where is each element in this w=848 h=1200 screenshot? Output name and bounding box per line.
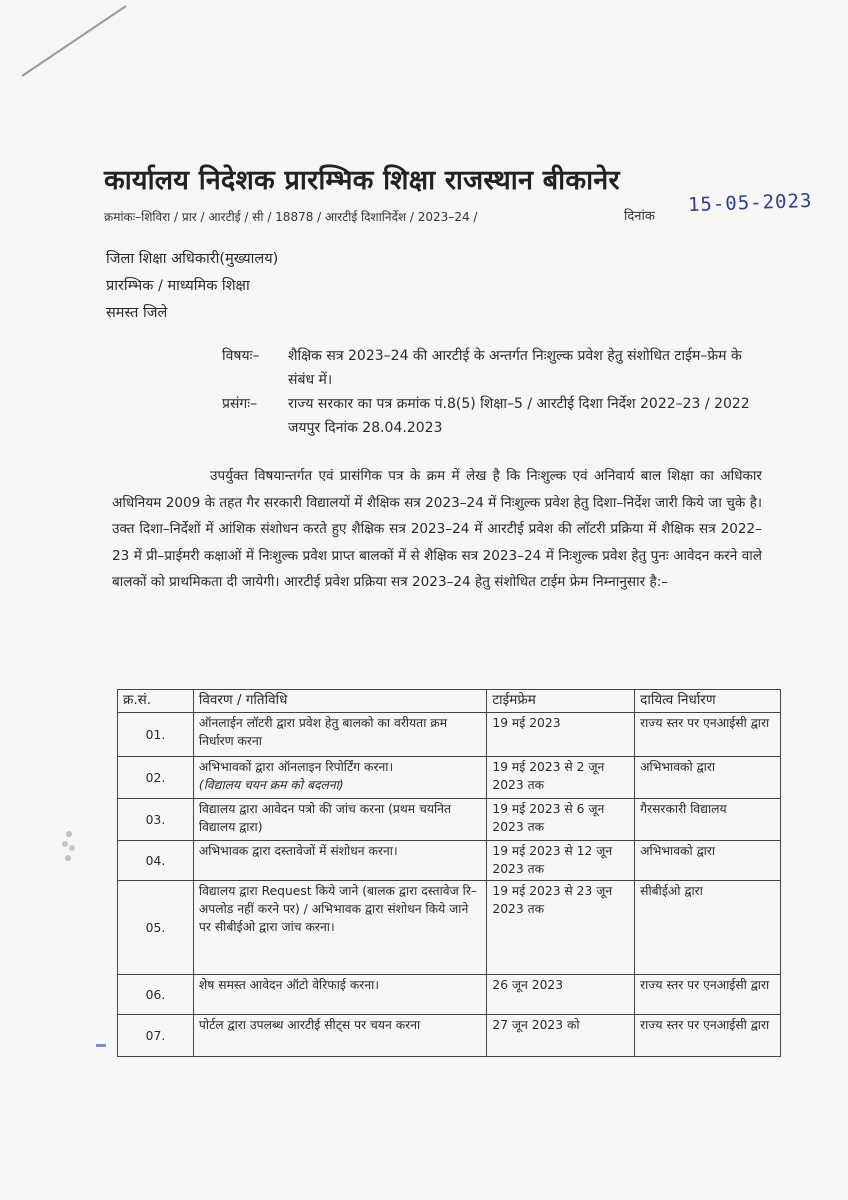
row-responsibility: राज्य स्तर पर एनआईसी द्वारा: [635, 1015, 781, 1057]
body-paragraph: उपर्युक्त विषयान्तर्गत एवं प्रासंगिक पत्र के क्रम में लेख है कि निःशुल्क एवं अनिवार्य बाल शिक्षा का अधिकार अधिनियम 2009 के तहत गैर सरकारी विद्यालयों में शैक्षिक सत्र 2023–24 में निःशुल्क प्रवेश हेतु दिशा–निर्देश जारी किये जा चुके है। उक्त दिशा–निर्देशों में आंशिक संशोधन करते हुए शैक्षिक सत्र 2023–24 में आरटीई प्रवेश की लॉटरी प्रक्रिया में शैक्षिक सत्र 2022–23 में प्री–प्राईमरी कक्षाओं में निःशुल्क प्रवेश प्राप्त बालकों में से शैक्षिक सत्र 2023–24 में निःशुल्क प्रवेश हेतु पुनः आवेदन करने वाले बालकों को प्राथमिकता दी जायेगी। आरटीई प्रवेश प्रक्रिया सत्र 2023–24 हेतु संशोधित टाईम फ्रेम निम्नानुसार है:–: [112, 468, 762, 590]
row-timeframe: 27 जून 2023 को: [487, 1015, 635, 1057]
folded-corner-mark: [0, 0, 130, 80]
row-timeframe: 19 मई 2023 से 2 जून 2023 तक: [487, 757, 635, 799]
row-serial: 05.: [118, 881, 194, 975]
row-responsibility: अभिभावको द्वारा: [635, 841, 781, 881]
row-timeframe: 19 मई 2023 से 12 जून 2023 तक: [487, 841, 635, 881]
address-line: प्रारम्भिक / माध्यमिक शिक्षा: [106, 278, 250, 294]
table-row: [118, 881, 781, 975]
row-timeframe: 19 मई 2023: [487, 713, 635, 757]
row-responsibility: राज्य स्तर पर एनआईसी द्वारा: [635, 975, 781, 1015]
row-serial: 03.: [118, 799, 194, 841]
row-responsibility: गैरसरकारी विद्यालय: [635, 799, 781, 841]
punch-hole-mark: [56, 826, 82, 866]
reference-text: राज्य सरकार का पत्र क्रमांक पं.8(5) शिक्षा–5 / आरटीई दिशा निर्देश 2022–23 / 2022 जयपुर दिनांक 28.04.2023: [288, 396, 750, 436]
subject-text: शैक्षिक सत्र 2023–24 की आरटीई के अन्तर्गत निःशुल्क प्रवेश हेतु संशोधित टाईम–फ्रेम के संबंध में।: [288, 348, 742, 388]
row-activity-note: (विद्यालय चयन क्रम को बदलना): [198, 778, 344, 792]
row-responsibility: राज्य स्तर पर एनआईसी द्वारा: [635, 713, 781, 757]
subject-label: विषयः–: [222, 348, 260, 364]
table-row: [118, 757, 781, 799]
table-row: [118, 713, 781, 757]
table-row: [118, 975, 781, 1015]
row-serial: 07.: [118, 1015, 194, 1057]
row-activity: विद्यालय द्वारा Request किये जाने (बालक द्वारा दस्तावेज रि–अपलोड नहीं करने पर) / अभिभावक द्वारा संशोधन किये जाने पर सीबीईओ द्वारा जांच करना।: [193, 881, 486, 975]
row-activity: शेष समस्त आवेदन ऑटो वेरिफाई करना।: [193, 975, 486, 1015]
table-row: [118, 1015, 781, 1057]
row-activity: पोर्टल द्वारा उपलब्ध आरटीई सीट्स पर चयन करना: [193, 1015, 486, 1057]
scan-artifact: [96, 1044, 106, 1047]
header-responsibility: दायित्व निर्धारण: [635, 690, 781, 713]
row-activity: ऑनलाईन लॉटरी द्वारा प्रवेश हेतु बालको का वरीयता क्रम निर्धारण करना: [193, 713, 486, 757]
row-activity: विद्यालय द्वारा आवेदन पत्रो की जांच करना (प्रथम चयनित विद्यालय द्वारा): [193, 799, 486, 841]
subject-block: [222, 344, 762, 440]
row-responsibility: सीबीईओ द्वारा: [635, 881, 781, 975]
row-serial: 01.: [118, 713, 194, 757]
row-responsibility: अभिभावको द्वारा: [635, 757, 781, 799]
row-timeframe: 19 मई 2023 से 23 जून 2023 तक: [487, 881, 635, 975]
office-heading: कार्यालय निदेशक प्रारम्भिक शिक्षा राजस्थान बीकानेर: [104, 165, 620, 196]
reference-label: प्रसंगः–: [222, 396, 258, 412]
header-serial: क्र.सं.: [118, 690, 194, 713]
row-timeframe: 26 जून 2023: [487, 975, 635, 1015]
row-serial: 04.: [118, 841, 194, 881]
header-activity: विवरण / गतिविधि: [193, 690, 486, 713]
row-serial: 06.: [118, 975, 194, 1015]
row-serial: 02.: [118, 757, 194, 799]
table-row: [118, 799, 781, 841]
recipient-address: [106, 246, 278, 327]
table-row: [118, 841, 781, 881]
row-activity: अभिभावक द्वारा दस्तावेजों में संशोधन करना।: [193, 841, 486, 881]
reference-line: [104, 189, 834, 228]
table-header-row: [118, 690, 781, 713]
date-label: दिनांक: [624, 209, 655, 224]
row-activity: अभिभावकों द्वारा ऑनलाइन रिपोर्टिंग करना।: [198, 760, 394, 774]
handwritten-date: 15-05-2023: [687, 189, 813, 217]
address-line: जिला शिक्षा अधिकारी(मुख्यालय): [106, 251, 279, 267]
timeframe-table: [117, 689, 781, 1057]
header-timeframe: टाईमफ्रेम: [487, 690, 635, 713]
row-timeframe: 19 मई 2023 से 6 जून 2023 तक: [487, 799, 635, 841]
reference-number: क्रमांकः–शिविरा / प्रार / आरटीई / सी / 18878 / आरटीई दिशानिर्देश / 2023–24 /: [104, 210, 478, 224]
address-line: समस्त जिले: [106, 305, 168, 321]
row-activity-cell: [193, 757, 486, 799]
